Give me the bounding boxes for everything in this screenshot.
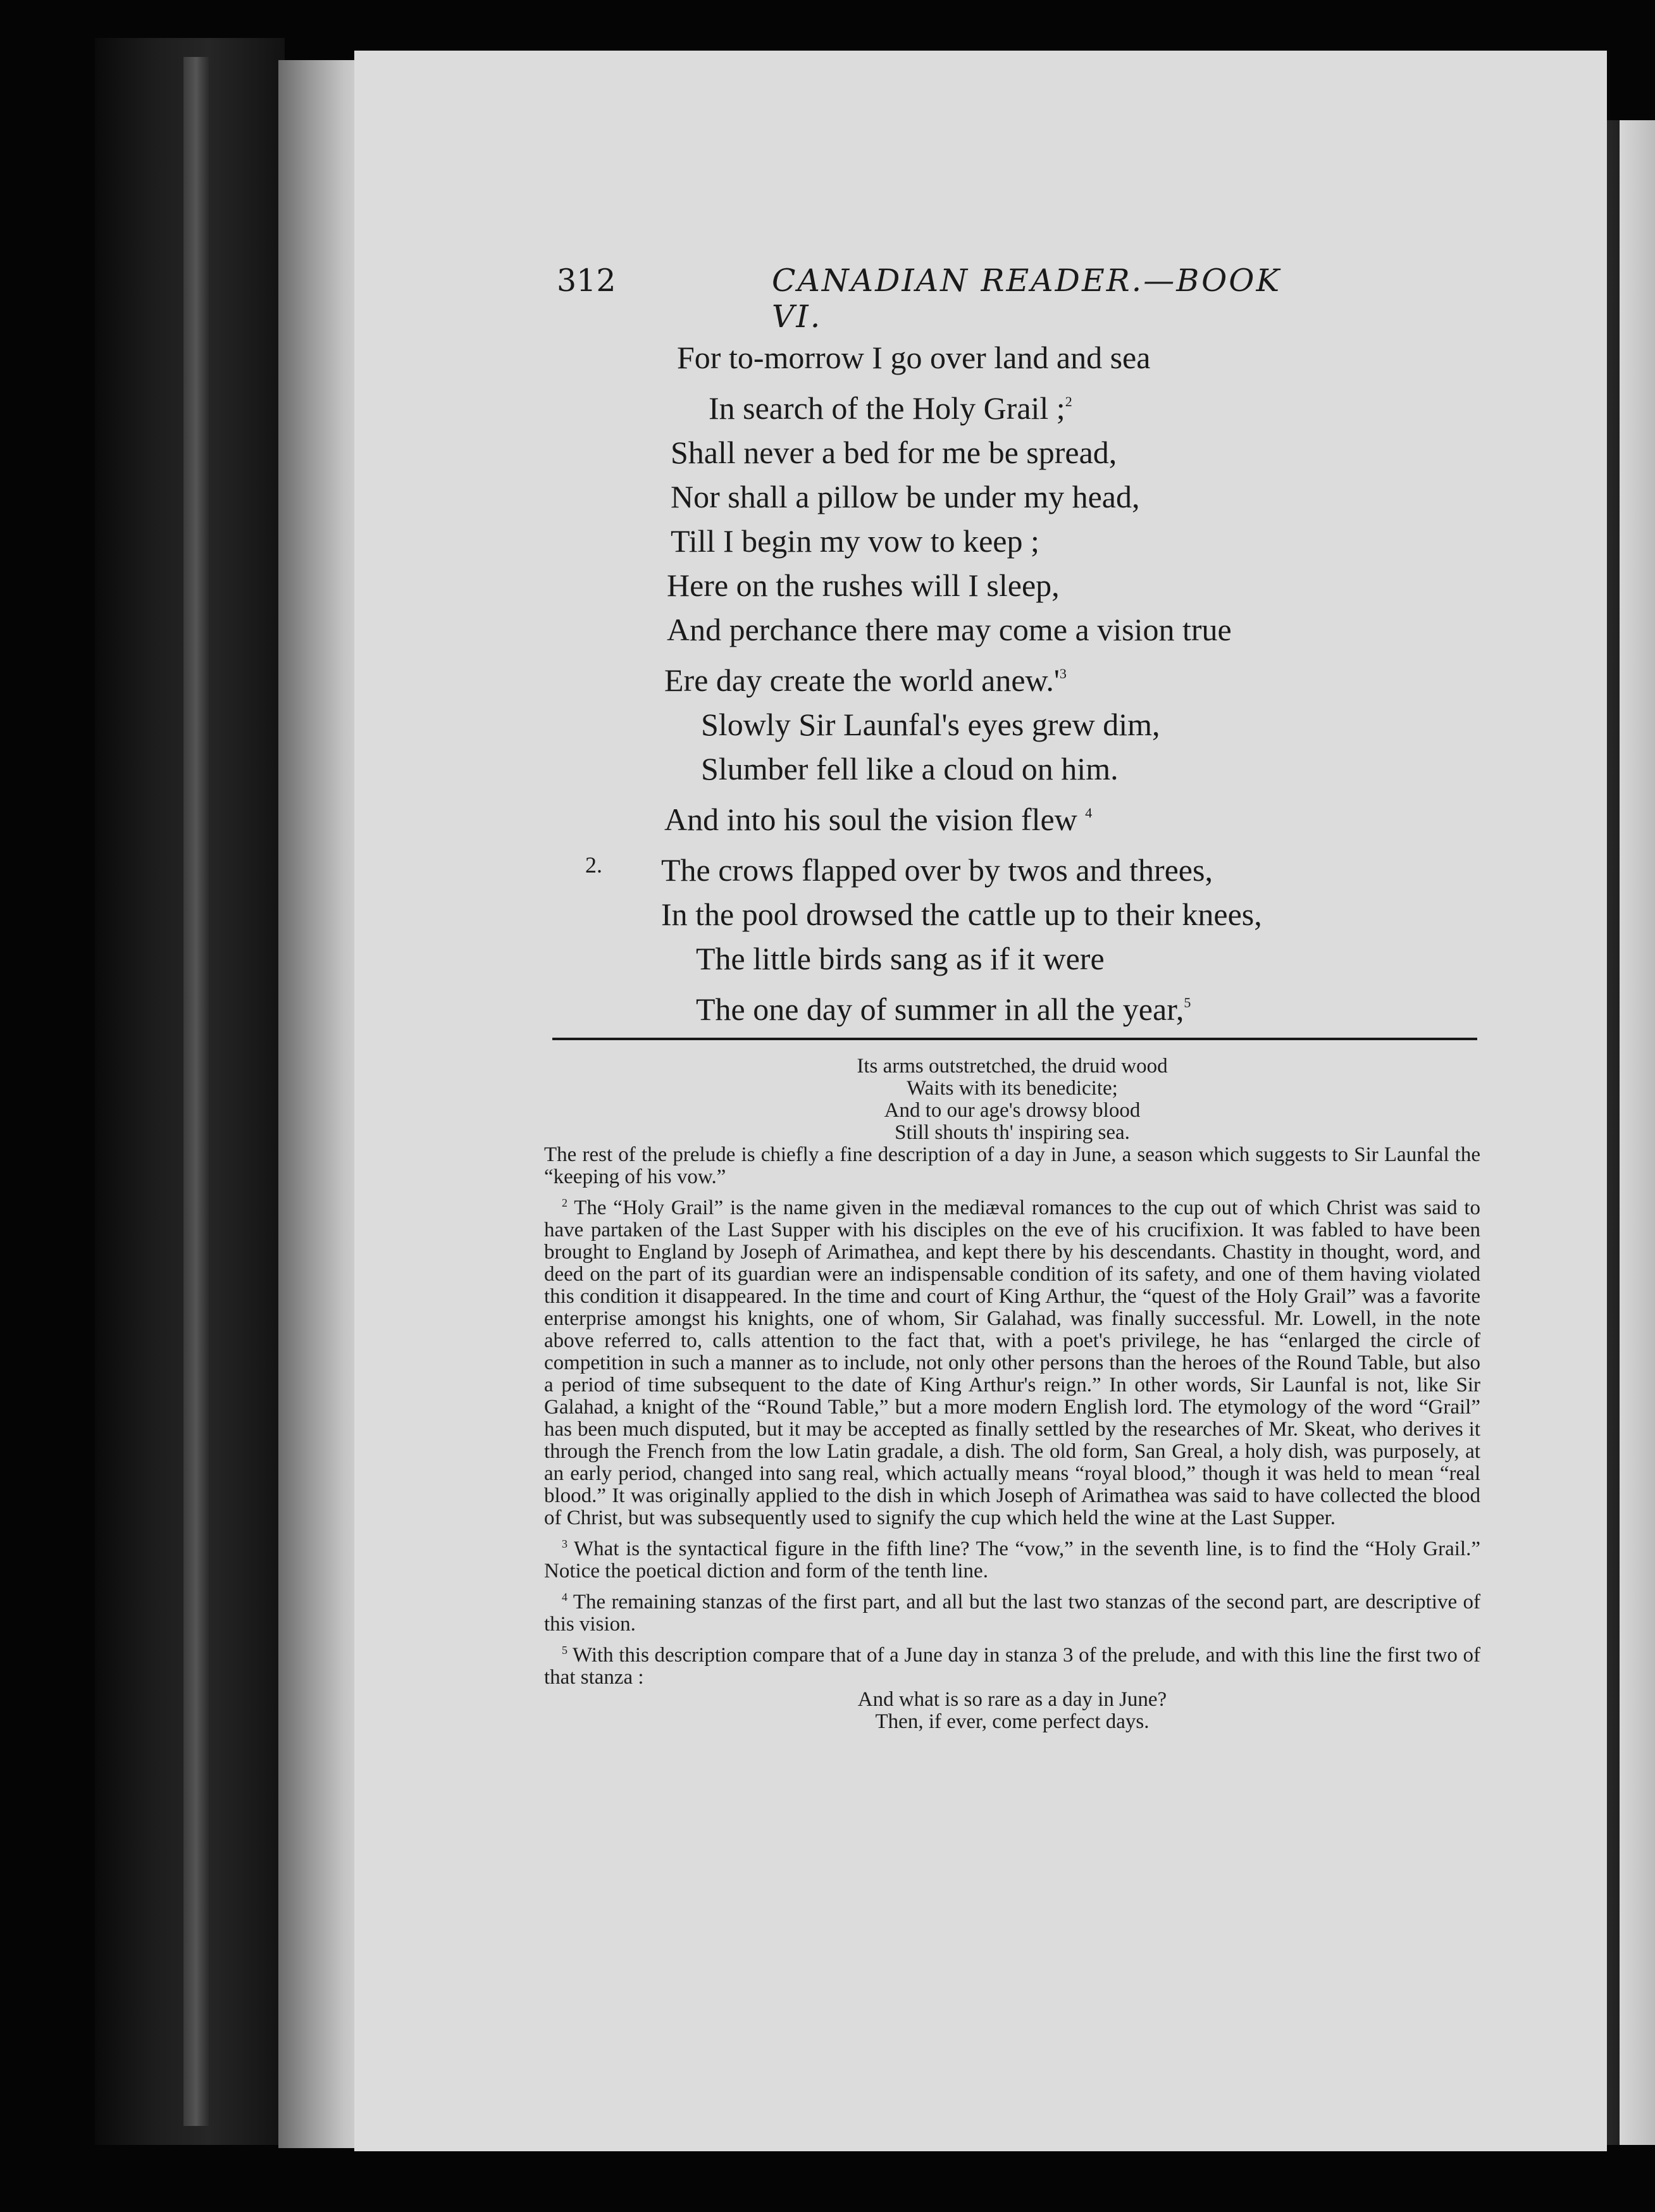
footnote-3: $^3$ What is the syntactical figure in the fifth line? The “vow,” in the seventh line, is to find the “Holy Grail.” Notice the poetical diction and form of the tenth line. bbox=[544, 1538, 1480, 1582]
footnote-verse: Its arms outstretched, the druid wood Waits with its benedicite; And to our age's drowsy blood Still shouts th' inspiring sea. bbox=[857, 1055, 1168, 1144]
poem-line: Ere day create the world $anew.'^3$ bbox=[664, 662, 1067, 698]
footnote-verse: And what is so rare as a day in June? Then, if ever, come perfect days. bbox=[857, 1688, 1167, 1733]
footnote-marker: 5 bbox=[1184, 995, 1191, 1010]
page-number: 312 bbox=[557, 263, 616, 299]
poem-line: Till I begin my vow to keep ; bbox=[671, 523, 1039, 559]
poem-line: The crows flapped over by twos and threes, bbox=[661, 852, 1213, 888]
footnote-2: $^2$ The “Holy Grail” is the name given in the mediæval romances to the cup out of which Christ was said to have partaken of the Last Supper with his disciples on the eve of his crucifixion. It was fabled to have been brought to England by Joseph of Arimathea, and kept there by his descendants. Chastity in thought, word, and deed on the part of its guardian were an indispensable condition of its safety, and one of them having violated this condition it disappeared. In the time and court of King Arthur, the “quest of the Holy Grail” was a favorite enterprise amongst his knights, one of whom, Sir Galahad, was finally successful. Mr. Lowell, in the note above referred to, calls attention to the fact that, with a poet's privilege, he has “enlarged the circle of competition in such a manner as to include, not only other persons than the heroes of the Round Table, but also a period of time subsequent to the date of King Arthur's reign.” In other words, Sir Launfal is not, like Sir Galahad, a knight of the “Round Table,” but a more modern English lord. The etymology of the word “Grail” has been much disputed, but it may be accepted as finally settled by the researches of Mr. Skeat, who derives it through the French from the low Latin gradale, a dish. The old form, San Greal, a holy dish, was purposely, at an early period, changed into sang real, which actually means “royal blood,” though it was held to mean “real blood.” It was originally applied to the dish in which Joseph of Arimathea was said to have collected the blood of Christ, but was subsequently used to signify the cup which held the wine at the Last Supper. bbox=[544, 1196, 1480, 1529]
footnote-5: $^5$ With this description compare that of a June day in stanza 3 of the prelude, and with this line the first two of that stanza : bbox=[544, 1644, 1480, 1689]
poem-line: And into his soul the vision flew $^4$ bbox=[664, 802, 1093, 837]
footnote-marker: 4 bbox=[1085, 805, 1093, 821]
footnote-rule bbox=[552, 1038, 1477, 1040]
poem-line: Nor shall a pillow be under my head, bbox=[671, 479, 1140, 514]
spine-binding bbox=[183, 57, 209, 2126]
poem-stanza-2 bbox=[585, 848, 1499, 1031]
next-page-edge bbox=[1620, 120, 1655, 2145]
footnote-prelude: The rest of the prelude is chiefly a fine description of a day in June, a season which suggests to Sir Launfal the “keeping of his vow.” bbox=[544, 1143, 1480, 1188]
page-header bbox=[557, 263, 1316, 335]
poem-stanza-1 bbox=[658, 335, 1480, 842]
poem-line: The little birds sang as if it were bbox=[696, 941, 1105, 976]
poem-line: Shall never a bed for me be spread, bbox=[671, 435, 1117, 470]
poem-line: In the pool drowsed the cattle up to their knees, bbox=[661, 897, 1262, 932]
poem-line: In search of the Holy Grail ;$^2$ bbox=[709, 390, 1072, 426]
poem-line: For to-morrow I go over land and sea bbox=[677, 340, 1151, 375]
footnote-marker: 2 bbox=[1065, 394, 1072, 409]
poem-line: Slumber fell like a cloud on him. bbox=[701, 751, 1119, 786]
poem-line: And perchance there may come a vision true bbox=[667, 612, 1232, 647]
page-edges bbox=[278, 60, 361, 2148]
stanza-number: 2. bbox=[585, 852, 602, 878]
poem-line: The one day of summer in all the year,$^5$ bbox=[696, 991, 1191, 1027]
running-title: CANADIAN READER.—BOOK VI. bbox=[772, 263, 1282, 335]
footnote-marker: 3 bbox=[1059, 666, 1067, 681]
footnote-4: $^4$ The remaining stanzas of the first part, and all but the last two stanzas of the second part, are descriptive of this vision. bbox=[544, 1591, 1481, 1636]
poem-line: Here on the rushes will I sleep, bbox=[667, 568, 1060, 603]
poem-line: Slowly Sir Launfal's eyes grew dim, bbox=[701, 707, 1160, 742]
footnotes bbox=[544, 1055, 1480, 1733]
